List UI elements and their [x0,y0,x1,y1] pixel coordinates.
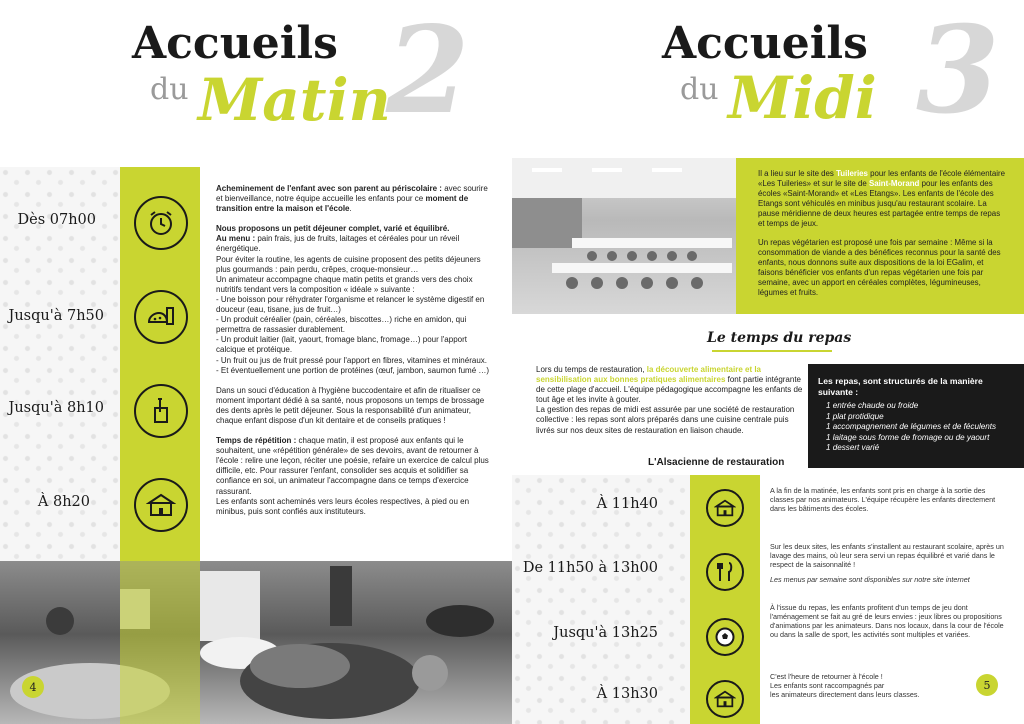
text-line: - Et éventuellement une portion de protéines (œuf, jambon, saumon fumé …) [216,365,490,375]
text: pain frais, jus de fruits, laitages et céréales pour un réveil énergétique. [216,234,460,254]
text-line: Un animateur accompagne chaque matin petits et grands vers des choix nutritifs tendant vers la composition « idéale » suivante : [216,274,473,294]
text: font partie intégrante de cette plage d'accueil. L'équipe pédagogique accompagne les enfants de tout âge et les invite à gouter. [536,375,803,405]
school-icon [134,478,188,532]
text-line: - Un produit laitier (lait, yaourt, fromage blanc, fromage…) pour l'apport calcique et protéique. [216,335,467,355]
text: chaque matin, il est proposé aux enfants qui le souhaitent, une «répétition générale» de ses devoirs, avant de retourner à l'école : relire une leçon, réciter une poésie, refaire un exercice de calcul plus difficile, etc. Pour rassurer l'enfant, consolider ses acquis et solidifier sa confiance en soi, un animateur l'accompagne dans ce temps d'exercice rassurant. [216,436,489,496]
text-paragraph: La gestion des repas de midi est assurée par une société de restauration collective : les repas sont alors préparés dans une cuisine centrale puis livrés sur nos deux sites de restauration en liaison chaude. [536,405,795,435]
schedule-desc [770,672,970,699]
lime-overlay [120,561,200,724]
matin-text [216,184,492,517]
highlight: la découverte alimentaire et la sensibilisation aux bonnes pratiques alimentaires [536,365,762,385]
text-bold: Acheminement de l'enfant avec son parent au périscolaire : [216,184,442,193]
title-accueils: Accueils [132,18,338,69]
text-line: - Une boisson pour réhydrater l'organisme et relancer le système digestif en douceur (eau, tisane, jus de fruit…) [216,294,485,315]
title-number: 3 [916,0,1000,141]
ball-icon [706,618,744,656]
cutlery-icon [706,553,744,591]
text-line: - Un fruit ou jus de fruit pressé pour l'apport en fibres, vitamines et minéraux. [216,355,487,365]
text-paragraph: Les enfants sont acheminés vers leurs écoles respectives, à pied ou en minibus, puis sont confiés aux instituteurs. [216,496,470,516]
text-paragraph: Sur les deux sites, les enfants s'installent au restaurant scolaire, après un lavage des mains, où leur sera servi un repas équilibré et varié dans le respect de la saisonnalité ! [770,542,1004,569]
school-icon [706,680,744,718]
text-bold: Temps de répétition : [216,436,297,446]
highlight: Saint-Morand [868,179,920,188]
meal-structure-list [826,401,996,454]
title-accueils: Accueils [662,18,868,69]
toothbrush-icon [134,384,188,438]
time-label: Jusqu'à 13h25 [553,625,658,641]
page-number: 4 [22,676,44,698]
time-label: À 11h40 [596,496,658,512]
text-paragraph: Dans un souci d'éducation à l'hygiène buccodentaire et afin de ritualiser ce moment important dédié à sa santé, nous proposons un temps de brossage des dents après le petit déjeuner. Sous la responsabilité d'un animateur, chaque enfant dispose d'un kit dentaire et de conseils pratiques ! [216,385,485,425]
list-item: 1 entrée chaude ou froide [826,401,919,410]
time-label: À 13h30 [596,686,658,702]
company-name: L'Alsacienne de restauration [648,457,785,468]
time-label: De 11h50 à 13h00 [522,560,658,576]
info-box-text [758,169,1008,298]
title-du: du [150,72,189,107]
meal-structure-box [808,364,1024,468]
text: pour les enfants des écoles «Saint-Morand» et «Les Etangs». Les enfants de l'école des Etangs sont véhiculés en minibus jusqu'au restaurant scolaire. La pause méridienne de deux heures est partagée entre temps de repas et temps de jeux. [758,179,1001,228]
text: Il a lieu sur le site des [758,169,837,178]
time-label: Jusqu'à 7h50 [8,308,104,324]
text-bold: Au menu : [216,234,256,244]
time-label: Jusqu'à 8h10 [8,400,104,416]
meal-text [536,365,804,436]
text-line: C'est l'heure de retourner à l'école ! [770,672,883,681]
text-italic: Les menus par semaine sont disponibles sur notre site internet [770,575,970,584]
schedule-desc [770,542,1010,584]
time-label: À 8h20 [37,494,90,510]
schedule-desc: À l'issue du repas, les enfants profitent d'un temps de jeu dont l'aménagement se fait au gré de leurs envies : jeux libres ou propositions d'animations par les animateurs. Dans nos locaux, dans la cour de l'école ou dans la salle de sport, les activités sont multiples et variées. [770,603,1004,639]
text-paragraph: Un repas végétarien est proposé une fois par semaine : Même si la consommation de viande a des bénéfices reconnus pour la santé des enfants, nous donnons suite aux dispositions de la loi EGalim, et faisons bénéficier vos enfants d'un repas végétarien une fois par semaine, avec un apport en céréales complètes, légumineuses, légumes et fruits. [758,238,1001,297]
list-item: 1 laitage sous forme de fromage ou de yaourt [826,432,990,442]
section-title: Le temps du repas [707,330,852,346]
right-page [512,0,1024,724]
breakfast-icon [134,290,188,344]
title-underline [712,350,832,352]
title-number: 2 [386,0,470,141]
time-label: Dès 07h00 [17,212,96,228]
breakfast-photo [0,561,512,724]
list-item: 1 dessert varié [826,443,880,452]
text-line: Les enfants sont raccompagnés par [770,681,885,690]
text-line: - Un produit céréalier (pain, céréales, biscottes…) riche en amidon, qui permettra de rassasier durablement. [216,315,467,335]
title-script: Midi [728,64,877,132]
alarm-clock-icon [134,196,188,250]
restaurant-photo [512,158,736,314]
text: pour les enfants de l'école élémentaire «Les Tuileries» et sur le site de [758,169,1005,188]
list-item: 1 plat protidique [826,411,884,421]
text-line: Pour éviter la routine, les agents de cuisine proposent des petits déjeuners plus gourmands : pain perdu, crêpes, croque-monsieur… [216,254,481,274]
text: avec sourire et bienveillance, notre équipe accueille les enfants pour ce [216,184,488,204]
text-line: les animateurs directement dans leurs classes. [770,690,920,699]
text: Lors du temps de restauration, [536,365,647,374]
list-item: 1 accompagnement de légumes et de féculents [826,422,997,431]
title-du: du [680,72,719,107]
highlight: Tuileries [836,169,868,178]
text-bold: moment de transition entre la maison et l'école [216,194,469,214]
meal-structure-title: Les repas, sont structurés de la manière suivante : [818,376,983,397]
text: . [349,204,352,214]
school-icon [706,489,744,527]
text-bold: Nous proposons un petit déjeuner complet, varié et équilibré. [216,224,450,234]
schedule-desc: A la fin de la matinée, les enfants sont pris en charge à la sortie des classes par nos animateurs. L'équipe récupère les enfants directement dans les bâtiments des écoles. [770,486,996,513]
title-script: Matin [198,66,391,134]
page-number: 5 [976,674,998,696]
